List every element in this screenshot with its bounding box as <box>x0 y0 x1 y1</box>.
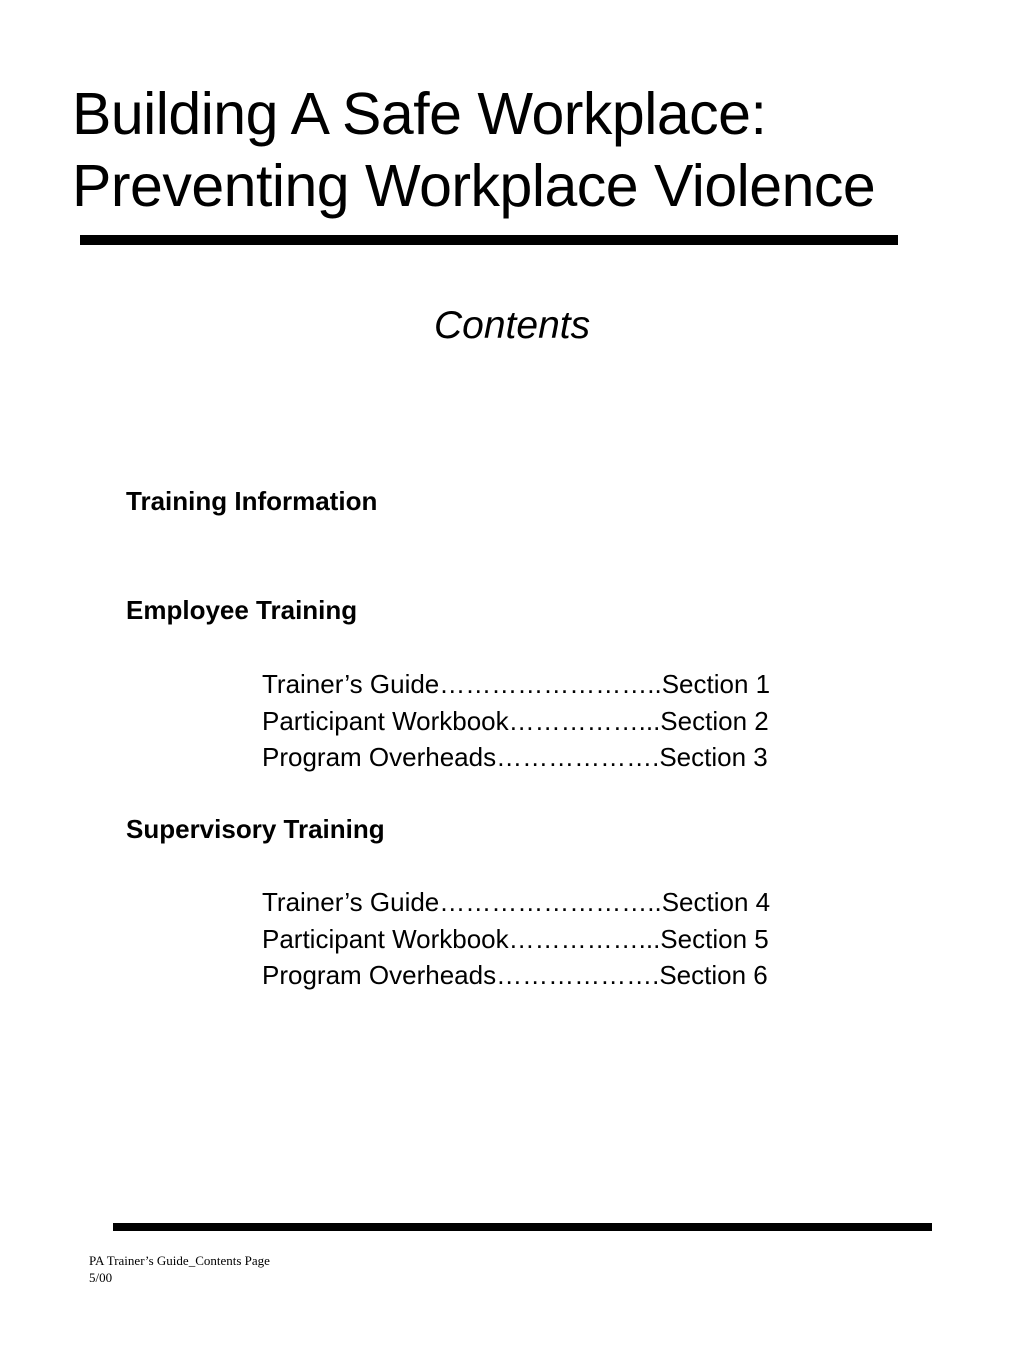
page-footer <box>89 1252 270 1286</box>
bottom-divider <box>113 1223 932 1231</box>
footer-date: 5/00 <box>89 1270 113 1285</box>
top-divider <box>80 235 898 245</box>
document-title-line-2: Preventing Workplace Violence <box>72 153 876 219</box>
section-heading-supervisory-training: Supervisory Training <box>126 814 385 844</box>
employee-training-toc <box>262 666 770 776</box>
contents-heading: Contents <box>434 304 591 347</box>
footer-document-label: PA Trainer’s Guide_Contents Page <box>89 1253 270 1268</box>
toc-entry-employee-trainers-guide: Trainer’s Guide……………………..Section 1 <box>262 669 771 699</box>
toc-entry-supervisory-trainers-guide: Trainer’s Guide……………………..Section 4 <box>262 887 771 917</box>
toc-entry-employee-program-overheads: Program Overheads……………….Section 3 <box>262 742 768 772</box>
toc-entry-employee-participant-workbook: Participant Workbook……………...Section 2 <box>262 705 769 736</box>
document-title-line-1: Building A Safe Workplace: <box>72 81 767 147</box>
document-title <box>72 78 875 222</box>
section-heading-employee-training: Employee Training <box>126 595 358 625</box>
toc-entry-supervisory-participant-workbook: Participant Workbook……………...Section 5 <box>262 923 769 954</box>
section-heading-training-information: Training Information <box>126 486 378 516</box>
toc-entry-supervisory-program-overheads: Program Overheads……………….Section 6 <box>262 960 768 990</box>
supervisory-training-toc <box>262 884 770 994</box>
